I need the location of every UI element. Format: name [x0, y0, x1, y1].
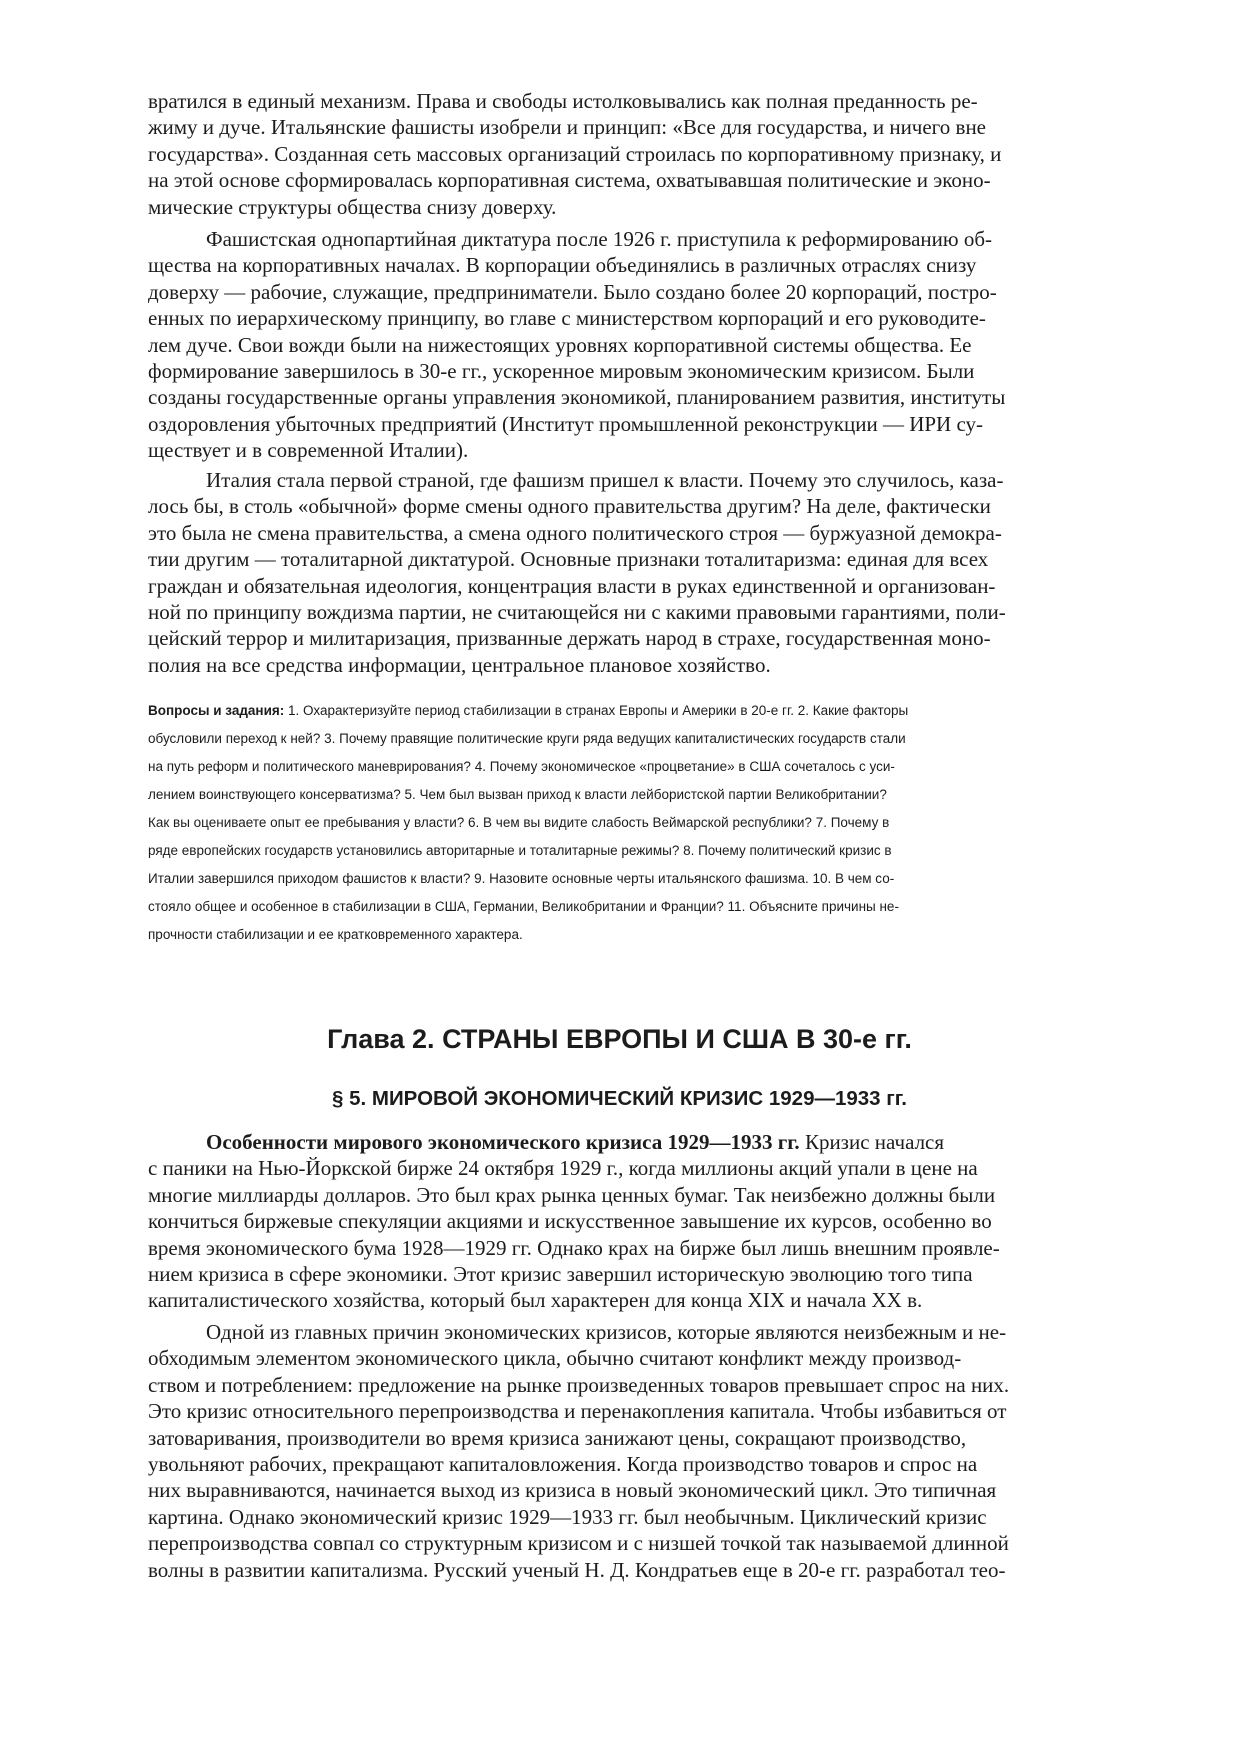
text-line: затоваривания, производители во время кризиса занижают цены, сокращают производство,: [148, 1425, 967, 1450]
text-line: капиталистического хозяйства, который был характерен для конца XIX и начала XX в.: [148, 1288, 923, 1313]
paragraph-corporate-system: [148, 88, 1091, 220]
chapter-title: Глава 2. СТРАНЫ ЕВРОПЫ И США В 30-е гг.: [327, 1024, 912, 1054]
text-line: енных по иерархическому принципу, во главе с министерством корпораций и его руководите-: [148, 306, 986, 331]
text-line: на этой основе сформировалась корпоративная система, охватывавшая политические и эконо-: [148, 168, 991, 193]
text-line: тии другим — тоталитарной диктатурой. Основные признаки тоталитаризма: единая для всех: [148, 547, 989, 572]
text-line: время экономического бума 1928—1929 гг. Однако крах на бирже был лишь внешним проявле-: [148, 1235, 1000, 1260]
questions-line: Как вы оцениваете опыт ее пребывания у власти? 6. В чем вы видите слабость Веймарской республики? 7. Почему в: [148, 815, 890, 830]
questions-line: лением воинствующего консерватизма? 5. Чем был вызван приход к власти лейбористской партии Великобритании?: [148, 787, 887, 802]
text-line: лем дуче. Свои вожди были на нижестоящих уровнях корпоративной системы общества. Ее: [148, 332, 972, 357]
text-line: формирование завершилось в 30-е гг., ускоренное мировым экономическим кризисом. Были: [148, 358, 975, 383]
questions-line: Италии завершился приходом фашистов к власти? 9. Назовите основные черты итальянского фашизма. 10. В чем со-: [148, 871, 895, 886]
questions-line: ряде европейских государств установились авторитарные и тоталитарные режимы? 8. Почему политический кризис в: [148, 843, 892, 858]
questions-text: 1. Охарактеризуйте период стабилизации в странах Европы и Америки в 20-е гг. 2. Какие факторы: [284, 703, 909, 718]
text-line: полия на все средства информации, центральное плановое хозяйство.: [148, 652, 771, 677]
text-line: лось бы, в столь «обычной» форме смены одного правительства другим? На деле, фактически: [148, 494, 991, 519]
questions-line: обусловили переход к ней? 3. Почему правящие политические круги ряда ведущих капиталистических государств стали: [148, 731, 906, 746]
text-line: доверху — рабочие, служащие, предприниматели. Было создано более 20 корпораций, постро-: [148, 279, 997, 304]
text-line: Фашистская однопартийная диктатура после 1926 г. приступила к реформированию об-: [206, 227, 993, 251]
text-line: государства». Созданная сеть массовых организаций строилась по корпоративному признаку, и: [148, 141, 1002, 166]
text-line: щества на корпоративных началах. В корпорации объединялись в различных отраслях снизу: [148, 253, 977, 278]
text-span: Кризис начался: [799, 1130, 945, 1154]
text-line: [148, 1129, 1091, 1155]
text-line: граждан и обязательная идеология, концентрация власти в руках единственной и организован-: [148, 573, 996, 598]
text-line: с паники на Нью-Йоркской бирже 24 октября 1929 г., когда миллионы акций упали в цене на: [148, 1156, 978, 1181]
text-line: волны в развитии капитализма. Русский ученый Н. Д. Кондратьев еще в 20-е гг. разработал тео-: [148, 1557, 1006, 1582]
text-line: ством и потреблением: предложение на рынке произведенных товаров превышает спрос на них.: [148, 1372, 1010, 1397]
text-line: вратился в единый механизм. Права и свободы истолковывались как полная преданность ре-: [148, 89, 978, 113]
questions-block: [148, 697, 1091, 949]
text-line: обходимым элементом экономического цикла, обычно считают конфликт между производ-: [148, 1346, 962, 1371]
text-line: созданы государственные органы управления экономикой, планированием развития, институты: [148, 385, 1006, 410]
text-line: нием кризиса в сфере экономики. Этот кризис завершил историческую эволюцию того типа: [148, 1261, 973, 1286]
text-line: ной по принципу вождизма партии, не считающейся ни с какими правовыми гарантиями, поли-: [148, 599, 1006, 624]
text-line: мические структуры общества снизу доверху.: [148, 194, 557, 219]
questions-line: [148, 697, 1091, 725]
paragraph-fascist-dictatorship: [148, 226, 1091, 464]
runin-heading: Особенности мирового экономического кризиса 1929—1933 гг.: [206, 1130, 800, 1154]
text-line: кончиться биржевые спекуляции акциями и искусственное завышение их курсов, особенно во: [148, 1209, 992, 1234]
paragraph-crisis-features: [148, 1129, 1091, 1314]
text-line: увольняют рабочих, прекращают капиталовложения. Когда производство товаров и спрос на: [148, 1451, 978, 1476]
questions-line: прочности стабилизации и ее кратковременного характера.: [148, 927, 523, 942]
text-line: Это кризис относительного перепроизводства и перенакопления капитала. Чтобы избавиться от: [148, 1399, 1007, 1424]
text-line: многие миллиарды долларов. Это был крах рынка ценных бумаг. Так неизбежно должны были: [148, 1182, 996, 1207]
text-line: это была не смена правительства, а смена одного политического строя — буржуазной демокра-: [148, 520, 1002, 545]
text-line: картина. Однако экономический кризис 1929—1933 гг. был необычным. Циклический кризис: [148, 1504, 987, 1529]
text-line: ществует и в современной Италии).: [148, 438, 469, 463]
text-line: жиму и дуче. Итальянские фашисты изобрели и принцип: «Все для государства, и ничего вне: [148, 115, 987, 140]
paragraph-crisis-causes: [148, 1319, 1091, 1583]
questions-label: Вопросы и задания:: [148, 703, 285, 718]
text-line: перепроизводства совпал со структурным кризисом и с низшей точкой так называемой длинной: [148, 1531, 1009, 1556]
text-line: оздоровления убыточных предприятий (Институт промышленной реконструкции — ИРИ су-: [148, 411, 983, 436]
text-line: Одной из главных причин экономических кризисов, которые являются неизбежным и не-: [206, 1320, 1007, 1344]
text-line: них выравниваются, начинается выход из кризиса в новый экономический цикл. Это типичная: [148, 1478, 997, 1503]
paragraph-totalitarianism: [148, 467, 1091, 678]
section-title: § 5. МИРОВОЙ ЭКОНОМИЧЕСКИЙ КРИЗИС 1929—1933 гг.: [331, 1087, 907, 1110]
text-line: цейский террор и милитаризация, призванные держать народ в страхе, государственная моно-: [148, 626, 991, 651]
questions-line: на путь реформ и политического маневрирования? 4. Почему экономическое «процветание» в США сочеталось с уси-: [148, 759, 895, 774]
questions-line: стояло общее и особенное в стабилизации в США, Германии, Великобритании и Франции? 11. Объясните причины не-: [148, 899, 899, 914]
text-line: Италия стала первой страной, где фашизм пришел к власти. Почему это случилось, каза-: [206, 468, 1004, 492]
